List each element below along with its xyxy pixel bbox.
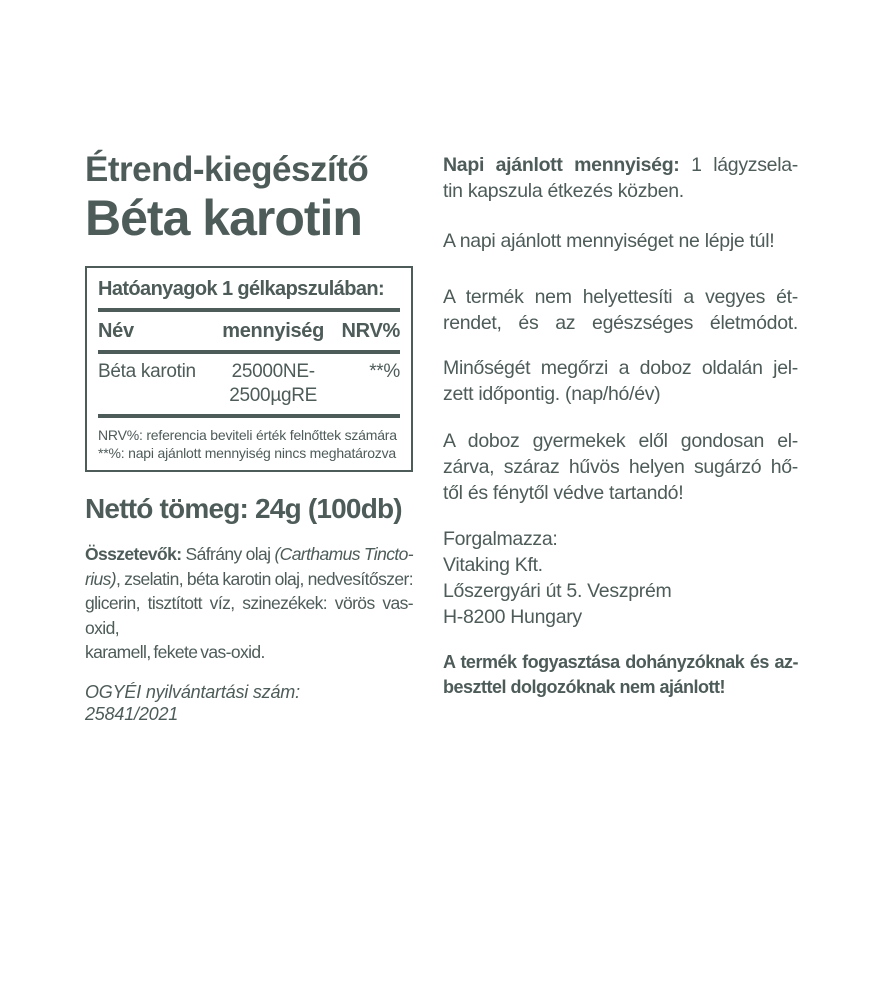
- table-rule: [98, 414, 400, 418]
- text-line: A termék fogyasztása dohányzóknak és az-: [443, 652, 798, 672]
- text-line: glicerin, tisztított víz, szinezékek: vörös vas-oxid,: [85, 593, 413, 638]
- daily-dose-paragraph: [443, 152, 798, 204]
- registration-number: [85, 681, 413, 725]
- table-rule: [98, 350, 400, 354]
- ingredient-nrv-cell: **%: [369, 361, 400, 382]
- text-line: zett időpontig. (nap/hó/év): [443, 383, 661, 405]
- amount-line-2: 2500µgRE: [229, 385, 318, 406]
- table-title: Hatóanyagok 1 gélkapszulában:: [98, 278, 385, 300]
- text-line: Napi ajánlott mennyiség: 1 lágyzsela-: [443, 154, 798, 176]
- text-line: től és fénytől védve tartandó!: [443, 482, 684, 504]
- text-line: Vitaking Kft.: [443, 554, 543, 576]
- table-row: [98, 360, 400, 408]
- ingredients-paragraph: [85, 542, 413, 665]
- text-line: karamell, fekete vas-oxid.: [85, 642, 265, 662]
- text-line: rius), zselatin, béta karotin olaj, nedvesítőszer:: [85, 568, 413, 589]
- active-ingredients-table: [85, 266, 413, 472]
- column-header-nrv: NRV%: [341, 320, 400, 342]
- left-column: [85, 150, 413, 725]
- column-header-amount: mennyiség: [222, 320, 325, 342]
- table-rule: [98, 308, 400, 312]
- net-weight: Nettó tömeg: 24g (100db): [85, 493, 402, 524]
- text-line: Forgalmazza:: [443, 528, 558, 550]
- text-line: beszttel dolgozóknak nem ajánlott!: [443, 677, 726, 697]
- text-line: tin kapszula étkezés közben.: [443, 180, 684, 202]
- text-line: Minőségét megőrzi a doboz oldalán jel-: [443, 357, 798, 379]
- not-a-substitute-paragraph: [443, 284, 798, 336]
- text-line: rendet, és az egészséges életmódot.: [443, 312, 798, 334]
- ingredient-name-cell: Béta karotin: [98, 361, 196, 382]
- registration-value: 25841/2021: [85, 703, 179, 724]
- text-line: A termék nem helyettesíti a vegyes ét-: [443, 286, 798, 308]
- footnote-nrv: NRV%: referencia beviteli érték felnőttek számára: [98, 427, 397, 443]
- text-line: A napi ajánlott mennyiséget ne lépje túl!: [443, 230, 775, 252]
- best-before-paragraph: [443, 355, 798, 407]
- text-line: A doboz gyermekek elől gondosan el-: [443, 430, 798, 452]
- text-line: Lőszergyári út 5. Veszprém: [443, 580, 672, 602]
- smokers-warning-paragraph: [443, 650, 798, 700]
- storage-paragraph: [443, 428, 798, 506]
- amount-line-1: 25000NE-: [231, 361, 315, 382]
- table-column-headers: [98, 318, 400, 344]
- right-column: [443, 152, 798, 700]
- do-not-exceed-paragraph: [443, 228, 798, 254]
- ingredient-amount-cell: [213, 360, 334, 408]
- text-line: zárva, száraz hűvös helyen sugárzó hő-: [443, 456, 798, 478]
- distributor-paragraph: [443, 526, 798, 630]
- product-title: Béta karotin: [85, 190, 362, 246]
- footnote-asterisk: **%: napi ajánlott mennyiség nincs meghatározva: [98, 445, 396, 461]
- text-line: H-8200 Hungary: [443, 606, 582, 628]
- product-category-subtitle: Étrend-kiegészítő: [85, 150, 369, 189]
- column-header-name: Név: [98, 320, 134, 342]
- registration-label: OGYÉI nyilvántartási szám:: [85, 681, 300, 702]
- table-footnotes: [98, 426, 400, 462]
- text-line: Összetevők: Sáfrány olaj (Carthamus Tincto-: [85, 544, 413, 564]
